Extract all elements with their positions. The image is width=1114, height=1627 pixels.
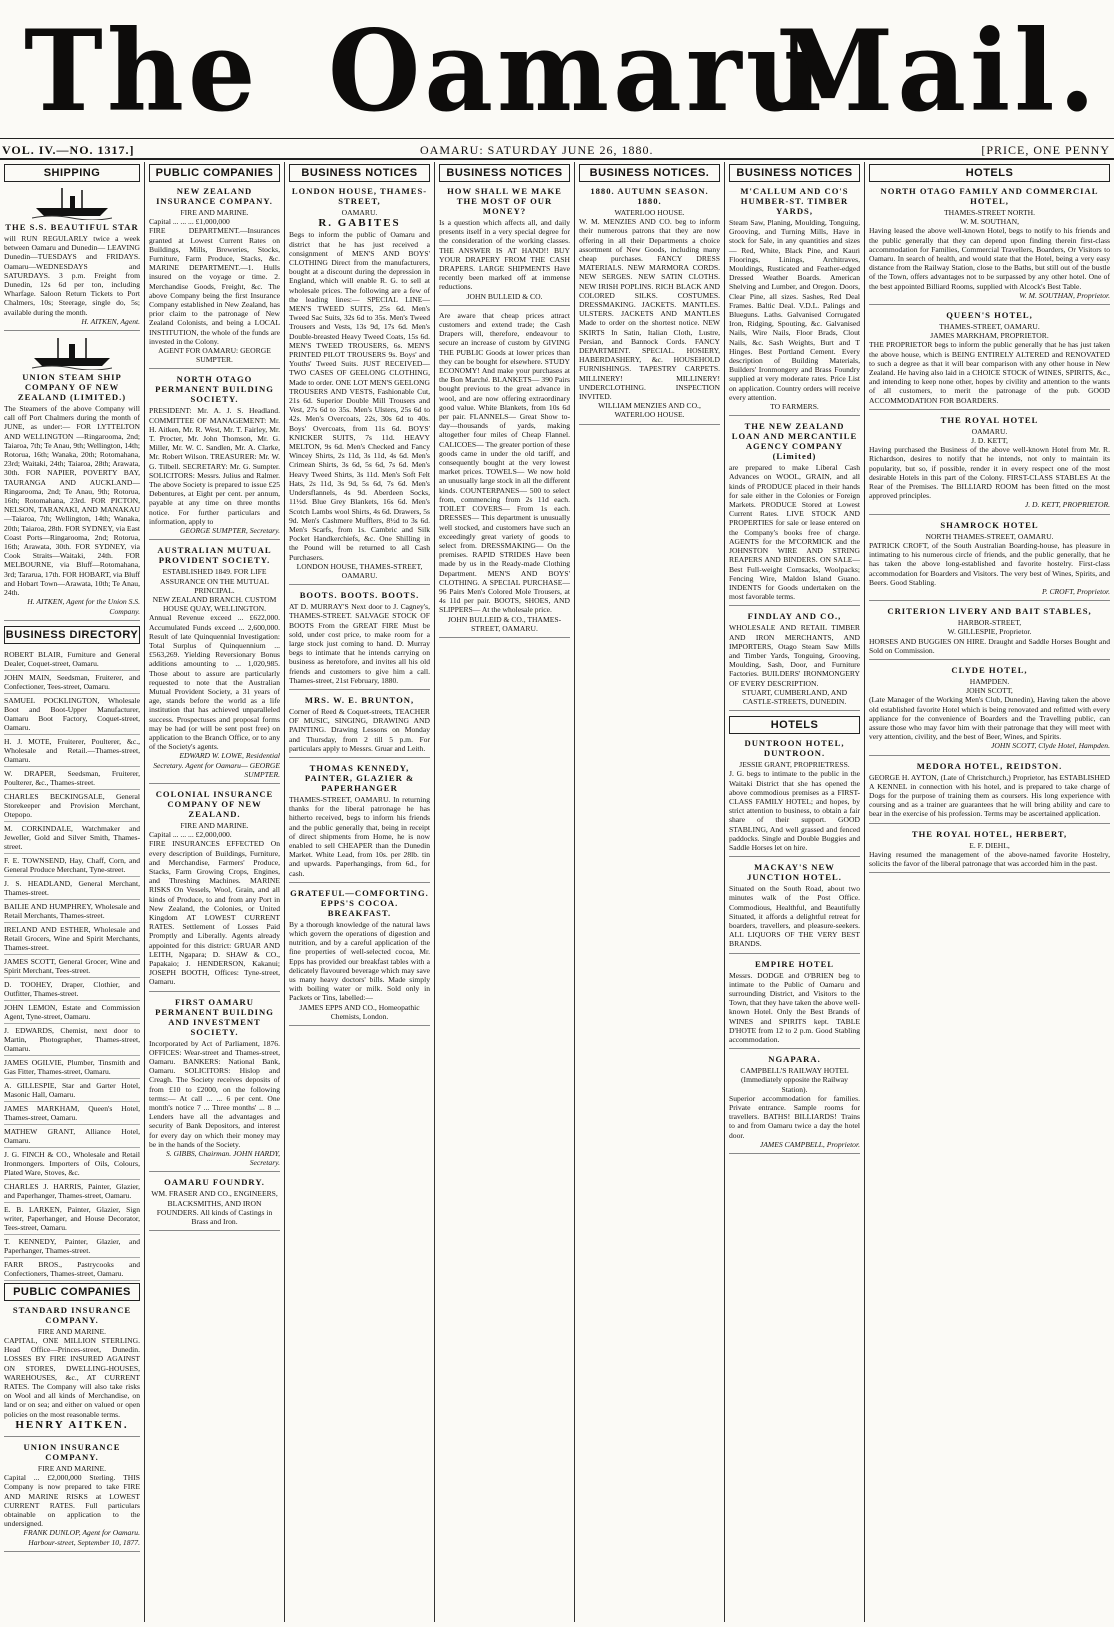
ad-beautiful-star	[4, 186, 140, 331]
directory-item: D. TOOHEY, Draper, Clothier, and Outfitter, Thames-street.	[4, 978, 140, 1001]
directory-item: IRELAND AND ESTHER, Wholesale and Retail Grocers, Wine and Spirit Merchants, Thames-street.	[4, 923, 140, 955]
dateline	[0, 138, 1114, 160]
ad-subtitle: HAMPDEN.	[969, 676, 1010, 686]
directory-item: M. CORKINDALE, Watchmaker and Jeweller, Gold and Silver Smith, Thames-street.	[4, 822, 140, 854]
ad-subtitle: FIRE AND MARINE.	[180, 208, 249, 217]
ad-signature: JOHN SCOTT, Clyde Hotel, Hampden.	[990, 741, 1110, 751]
column-4	[435, 162, 575, 1622]
ad-title: EMPIRE HOTEL	[754, 958, 835, 969]
ad-subtitle: CAMPBELL'S RAILWAY HOTEL (Immediately opposite the Railway Station).	[740, 1066, 849, 1094]
hotels-head: HOTELS	[869, 164, 1110, 182]
directory-item: MATHEW GRANT, Alliance Hotel, Oamaru.	[4, 1125, 140, 1148]
ad-title: 1880. AUTUMN SEASON. 1880.	[590, 186, 709, 206]
ad-body: PATRICK CROFT, of the South Australian Boarding-house, has pleasure in intimating to his numerous circle of friends, and the public generally, that he has taken the above long-established and favorite hostelry. First-class accommodation for Boarders and Visitors. The very best of Wines, Spirits, and Beers. Good Stabling.	[869, 540, 1110, 587]
ad-signature: JAMES EPPS AND CO., Homeopathic Chemists, London.	[299, 1002, 420, 1021]
public-companies-head: PUBLIC COMPANIES	[4, 1283, 140, 1301]
steamship-icon	[32, 336, 112, 370]
ad-body: Are aware that cheap prices attract customers and extend trade; the Cash Drapers will, therefore, endeavour to secure an increase of custom by GIVING THE PUBLIC Goods at lower prices than they can be bought for elsewhere. STUDY ECONOMY! And make your purchases at the Bon Marché. BLANKETS— 390 Pairs bought previous to the great advance in wool, and are now offering extraordinary good value. White Blankets, from 10s 6d per pair. FLANNELS— Great Show to-day—thousands of yards, making altogether four miles of Cheap Flannel. CALICOES— The greater portion of these goods came in under the old tariff, and consequently bought at the very lowest market prices. TOWELS— We now hold an unusually large stock in all the different kinds. COUNTERPANES— 500 to select from, commencing from 2s 11d each. TOILET COVERS— From 1s each. DRESSES— This department is unusually well stocked, and customers have such an exceedingly great variety of goods to select from. DRESSMAKING— On the premises. RAPID STRIDES Have been made by us in the Ready-made Clothing Department. MEN'S AND BOYS' CLOTHING. A SPECIAL PURCHASE— 96 Pairs Men's Colored Mole Trousers, at 4s 11d per pair. BOOTS, SHOES, AND SLIPPERS— At the wholesale price.	[439, 310, 570, 615]
ad-body: WHOLESALE AND RETAIL TIMBER AND IRON MERCHANTS, AND IMPORTERS, Otago Steam Saw Mills and Timber Yards, Tonguing, Grooving, Moulding, Sash, Door, and Furniture Factories. BUILDERS' IRONMONGERY OF EVERY DESCRIPTION.	[729, 623, 860, 688]
ad-capital: Capital ... ... ... £1,000,000	[149, 217, 230, 227]
ad-kennedy	[289, 763, 430, 883]
ad-royal-hotel-oamaru	[869, 415, 1110, 515]
ad-bulleid	[439, 311, 570, 638]
ad-signature: JOHN BULLEID & CO.	[466, 291, 543, 301]
ad-standard-insurance	[4, 1305, 140, 1437]
ad-body: J. G. begs to intimate to the public in the Waitaki District that she has opened the above commodious premises as a FIRST-CLASS FAMILY HOTEL; and hopes, by strict attention to business, to obtain a fair share of their support. GOOD STABLING, And well grassed and fenced paddocks. Single and Double Buggies and Saddle Horses let on hire.	[729, 769, 860, 852]
ad-signature: EDWARD W. LOWE, Residential Secretary. Agent for Oamaru— GEORGE SUMPTER.	[153, 751, 280, 779]
directory-item: F. E. TOWNSEND, Hay, Chaff, Corn, and General Produce Merchant, Tyne-street.	[4, 854, 140, 877]
ad-subtitle: JESSIE GRANT, PROPRIETRESS.	[739, 760, 850, 770]
ad-north-otago-building-society	[149, 374, 280, 540]
ad-title: THE S.S. BEAUTIFUL STAR	[5, 222, 139, 232]
ad-body: Having purchased the Business of the above well-known Hotel from Mr. R. Richardson, desires to notify that he intends, not only to maintain its popularity, but so, if possible, render it in every respect one of the most desirable Hotels in this part of the Colony. FIRST-CLASS STABLES At the Rear of the Premises. The BILLIARD ROOM has been fitted on the most approved principles.	[869, 445, 1110, 501]
volume-number: VOL. IV.—NO. 1317.]	[2, 143, 135, 157]
masthead-oamaru: Oamaru	[328, 4, 827, 137]
ad-royal-hotel-herbert	[869, 829, 1110, 874]
directory-item: SAMUEL POCKLINGTON, Wholesale Boot and Boot-Upper Manufacturer, Oamaru Boot Factory, Coquet-street, Oamaru.	[4, 694, 140, 735]
ad-title: LONDON HOUSE, THAMES-STREET,	[291, 186, 428, 206]
ad-body: THAMES-STREET, OAMARU. In returning thanks for the liberal patronage he has hitherto received, begs to inform his friends and the public generally that, being in receipt of direct shipments from Home, he is now enabled to sell CHEAPER than the Dunedin Market. White Lead, from 10s. per 28lb. tin and upwards. Paperhangings, from 6d., for cash.	[289, 794, 430, 878]
ad-name: R. GABITES	[318, 217, 401, 230]
ad-body: WM. FRASER AND CO., ENGINEERS, BLACKSMITHS, AND IRON FOUNDERS. All kinds of Castings in Brass and Iron.	[151, 1189, 278, 1227]
ad-title: THE ROYAL HOTEL, HERBERT,	[911, 828, 1068, 839]
directory-item: JAMES SCOTT, General Grocer, Wine and Spirit Merchant, Tees-street.	[4, 955, 140, 978]
ad-signature: HENRY AITKEN.	[15, 1418, 129, 1431]
ad-title: THE ROYAL HOTEL	[940, 414, 1039, 425]
ad-title: NORTH OTAGO PERMANENT BUILDING SOCIETY.	[155, 374, 274, 405]
ad-clyde-hotel	[869, 665, 1110, 756]
ad-mccallum	[729, 186, 860, 416]
ad-body: AT D. MURRAY'S Next door to J. Cagney's, THAMES-STREET. SALVAGE STOCK OF BOOTS From the GREAT FIRE Must be sold, under cost price, to make room for a large stock just coming to hand. D. Murray begs to intimate that he intends carrying on business as heretofore, and invites all his old friends and customers to give him a call. Thames-street, 21st February, 1880.	[289, 602, 430, 685]
ad-title: M'CALLUM AND CO'S HUMBER-ST. TIMBER YARDS,	[740, 186, 849, 216]
ad-subtitle: OAMARU.	[971, 426, 1008, 436]
ad-body: Incorporated by Act of Parliament, 1876. OFFICES: Wear-street and Thames-street, Oamaru. BANKERS: National Bank, Oamaru. SOLICITORS: Hislop and Creagh. The Society receives deposits of from £10 to £2000, on the following terms:— At call ... ... 6 per cent. One month's notice 7 ... Three months' ... 8 ... Lenders have all the advantages and security of Bank Depositors, and interest for every day on which their money may be in the hands of the Society.	[149, 1038, 280, 1149]
ad-body: Corner of Reed & Coquet-streets, TEACHER OF MUSIC, SINGING, DRAWING AND PAINTING. Drawing Lessons on Monday and Thursday, from 2 till 5 p.m. For particulars apply to Messrs. Gruar and Leith.	[289, 706, 430, 753]
ad-body: CAPITAL, ONE MILLION STERLING. Head Office—Princes-street, Dunedin. LOSSES BY FIRE INSURED AGAINST ON STORES, DWELLING-HOUSES, WAREHOUSES, &c., AT CURRENT RATES. The Company will also take risks on Wool and all kinds of Merchandise, on land or on sea; and either on valued or open policies on the most reasonable terms.	[4, 1335, 140, 1419]
ad-subtitle: WATERLOO HOUSE.	[614, 208, 685, 217]
directory-head: BUSINESS DIRECTORY	[4, 626, 140, 644]
ad-subtitle: OAMARU.	[341, 208, 378, 217]
columns	[0, 162, 1114, 1624]
column-2	[145, 162, 285, 1622]
ad-body: FIRE DEPARTMENT.—Insurances granted at Lowest Current Rates on Buildings, Mills, Breweries, Stocks, Furniture, Farm Produce, Stacks, &c. MARINE DEPARTMENT.—1. Hulls insured on the voyage or time. 2. Merchandise Goods, Freight, &c. The above Company being the first Insurance Company established in New Zealand, has prior claim to the patronage of New Zealand Colonists, and being a LOCAL INSTITUTION, the whole of the funds are invested in the Colony.	[149, 226, 280, 346]
ad-title: BOOTS. BOOTS. BOOTS.	[299, 590, 420, 601]
masthead-mail: Mail.	[776, 4, 1100, 137]
directory-item: CHARLES J. HARRIS, Painter, Glazier, and Paperhanger, Thames-street, Oamaru.	[4, 1180, 140, 1203]
ad-title: CRITERION LIVERY AND BAIT STABLES,	[887, 606, 1092, 617]
ad-body: (Late Manager of the Working Men's Club, Dunedin), Having taken the above old established favorite Hotel which is being renovated and refitted with every appliance for the convenience of Boarders and the Travelling public, can assure those who may favor him with their patronage that they will meet with very attention, civility, and the best of Beer, Wines, and Spirits.	[869, 695, 1110, 742]
ad-mackay-hotel	[729, 862, 860, 953]
ad-name: E. F. DIEHL,	[969, 840, 1010, 850]
ad-shamrock-hotel	[869, 520, 1110, 601]
ad-title: QUEEN'S HOTEL,	[946, 310, 1033, 321]
directory-item: JAMES OGILVIE, Plumber, Tinsmith and Gas Fitter, Thames-street, Oamaru.	[4, 1056, 140, 1079]
directory-item: JAMES MARKHAM, Queen's Hotel, Thames-street, Oamaru.	[4, 1102, 140, 1125]
ad-title: THOMAS KENNEDY, PAINTER, GLAZIER & PAPERHANGER	[304, 762, 415, 793]
directory-item: J. EDWARDS, Chemist, next door to Martin, Photographer, Thames-street, Oamaru.	[4, 1024, 140, 1056]
ad-title: CLYDE HOTEL,	[951, 664, 1028, 675]
ad-body: Having resumed the management of the above-named favorite Hostelry, solicits the favor of the liberal patronage that was accorded him in the past.	[869, 849, 1110, 868]
ad-body: Annual Revenue exceed ... £622,000. Accumulated Funds exceed ... 2,600,000. Result of late Quinquennial Investigation: Total Surplus of Quinquennium ... £563,269. Yielding Reversionary Bonus additions amounting to ... 1,020,985. Those about to assure are particularly requested to note that the Australian Mutual Provident Society, a 31 years of age, stands before the world as a life institution that has achieved unparalleled success. Prospectuses and proposal forms may be had (or will be sent post free) on application to the Branch Office, or to any of the Society's agents.	[149, 613, 280, 752]
ad-signature: P. CROFT, Proprietor.	[1042, 586, 1110, 596]
column-6	[725, 162, 865, 1622]
ad-title: FIRST OAMARU PERMANENT BUILDING AND INVESTMENT SOCIETY.	[155, 996, 274, 1037]
ad-brunton	[289, 695, 430, 758]
ad-boots	[289, 590, 430, 690]
ad-body: Begs to inform the public of Oamaru and district that he has just received a consignment of MEN'S AND BOYS' CLOTHING Direct from the manufacturers, bought at a discount during the depression in England, which will enable R. G. to sell at wholesale prices. The following are a few of the leading lines:— SPECIAL LINE— MEN'S TWEED SUITS, 25s 6d. Men's Tweed Sac Suits, 32s 6d to 35s. Men's Tweed Trousers and Vests, 13s 9d, 17s 6d. Men's Double-breasted Heavy Tweed Coats, 15s 6d. MEN'S TWEED TROUSERS, 6s. MEN'S PRINTED PILOT TROUSERS 9s. Boys' and Youths' Tweed Suits. JUST RECEIVED— TWO CASES OF GEELONG CLOTHING, Made to order. ONE LOT MEN'S GEELONG TROUSERS AND VESTS, Fashionable Cut, 21s 6d. Superior Double Mill Trousers and Vest, 27s 6d to 35s. Men's Ulsters, 25s 6d to 42s. Men's Overcoats, 22s, 30s 6d to 40s. Boys' Overcoats, from 11s 6d. BOYS' KNICKER SUITS, 7s 11d. HEAVY MELTON, 9s 6d. Men's Checked and Fancy Wincey Shirts, 2s 11d, 3s 11d, 4s 6d. Men's Crimean Shirts, 3s 6d, 5s 6d, 7s 6d. Men's Heavy Tweed Shirts, 3s 11d. Men's Soft Felt Hats, 2s 11d, 3s 9d, 5s 6d, 7s 6d. Men's Undersflannels, 4s 9d. Aberdeen Socks, 11½d. Blue Grey Blankets, 16s 6d. Men's Scotch Lambs wool Shirts, 4s 6d. Drawers, 5s 9d. Men's Cashmere Mufflers, 8½d to 3s 6d. Men's Scarfs, from 1s. Cambric and Silk Pocket Handkerchiefs, &c. One Shilling in the Pound will be returned to all Cash Purchasers.	[289, 230, 430, 562]
ad-waterloo-house	[579, 186, 720, 425]
ad-colonial-insurance	[149, 789, 280, 992]
ad-title: MACKAY'S NEW JUNCTION HOTEL.	[747, 862, 842, 883]
ad-branch: NEW ZEALAND BRANCH. CUSTOM HOUSE QUAY, WELLINGTON.	[152, 594, 277, 614]
column-7	[865, 162, 1114, 1622]
directory-item: T. KENNEDY, Painter, Glazier, and Paperhanger, Thames-street.	[4, 1235, 140, 1258]
ad-subtitle: ESTABLISHED 1849. FOR LIFE ASSURANCE ON THE MUTUAL PRINCIPAL.	[160, 567, 269, 595]
ad-duntroon-hotel	[729, 738, 860, 857]
masthead	[0, 0, 1114, 137]
ad-title: SHAMROCK HOTEL	[940, 519, 1039, 530]
masthead-the: The	[24, 4, 260, 137]
ad-signature: H. AITKEN, Agent.	[81, 316, 140, 326]
ad-body: Is a question which affects all, and daily presents itself in a very special degree for the consideration of the working classes. THE ANSWER IS AT HAND!! BUY YOUR DRAPERY FROM THE CASH DRAPERS. LARGE SHIPMENTS Have recently been marked off at immense reductions.	[439, 218, 570, 292]
ad-how-shall-we	[439, 186, 570, 306]
public-companies-head: PUBLIC COMPANIES	[149, 164, 280, 182]
ad-oamaru-foundry	[149, 1177, 280, 1231]
ad-name: JAMES MARKHAM, PROPRIETOR.	[930, 331, 1049, 341]
ad-subtitle: FIRE AND MARINE.	[37, 1463, 107, 1473]
ad-signature: FRANK DUNLOP, Agent for Oamaru. Harbour-street, September 10, 1877.	[23, 1528, 140, 1547]
ad-name: J. D. KETT,	[971, 436, 1008, 446]
business-directory	[4, 648, 140, 1281]
directory-item: JOHN MAIN, Seedsman, Fruiterer, and Confectioner, Tees-street, Oamaru.	[4, 671, 140, 694]
ad-title: OAMARU FOUNDRY.	[164, 1177, 265, 1188]
ad-title: STANDARD INSURANCE COMPANY.	[12, 1304, 132, 1325]
ad-name: JOHN SCOTT,	[966, 686, 1013, 696]
ad-title: MEDORA HOTEL, REIDSTON.	[916, 760, 1063, 771]
ad-title: UNION STEAM SHIP COMPANY OF NEW ZEALAND (LIMITED.)	[17, 372, 127, 403]
ad-body: Messrs. DODGE and O'BRIEN beg to intimate to the Public of Oamaru and surrounding District, and Visitors to the Town, that they have taken the above well-known Hotel. Only the Best Brands of WINES and SPIRITS kept. TABLE D'HOTE from 12 to 2 p.m. Good Stabling accommodation.	[729, 970, 860, 1045]
ad-body: Superior accommodation for families. Private entrance. Sample rooms for travellers. BATHS! BILLIARDS! Trains to and from Oamaru twice a day the hotel door.	[729, 1093, 860, 1140]
ad-footer: LONDON HOUSE, THAMES-STREET, OAMARU.	[296, 561, 423, 580]
ad-subtitle: FIRE AND MARINE.	[180, 820, 249, 830]
ad-body: HORSES AND BUGGIES ON HIRE. Draught and Saddle Horses Bought and Sold on Commission.	[869, 636, 1110, 655]
ad-name: W. GILLESPIE, Proprietor.	[947, 627, 1032, 637]
business-notices-head: BUSINESS NOTICES	[289, 164, 430, 182]
ad-title: UNION INSURANCE COMPANY.	[23, 1441, 121, 1462]
ad-title: COLONIAL INSURANCE COMPANY OF NEW ZEALAND.	[155, 788, 274, 819]
ad-body: Situated on the South Road, about two minutes walk of the Post Office. Commodious, Healthful, and Beautifully Situated, it affords a delightful retreat for boarders, travellers, and pleasure-seekers. ALL LIQUORS OF THE VERY BEST BRANDS.	[729, 884, 860, 949]
directory-item: BAILIE AND HUMPHREY, Wholesale and Retail Merchants, Thames-street.	[4, 900, 140, 923]
ad-body: Steam Saw, Planing, Moulding, Tonguing, Grooving, and Turning Mills, Have in stock for Sale, in any quantities and sizes— Red, White, Black Pine, and Kauri Floorings, Linings, Architraves, Mouldings, Rusticated and Feather-edged Dressed Weather Boards. American Shelving and Lumber, and Oregon. Doors, Clear Pine, all sizes. Sashes, Red Deal Frames. Baltic Deal. V.D.L. Palings and Blueguns. Laths. Galvanised Corrugated Iron, Ridging, Spouting, &c. Galvanised Nails, Wire Nails, Floor Brads, Clout Nails, &c. Sash Weights, Burt and T Hinges. Best Portland Cement. Every description of Building Materials, Builders' Ironmongery and Brass Foundry supplied at very moderate rates. Price List on application. Country orders will receive every attention.	[729, 218, 860, 402]
ad-signature: WILLIAM MENZIES AND CO., WATERLOO HOUSE.	[598, 401, 701, 420]
ad-body: FIRE INSURANCES EFFECTED On every description of Buildings, Furniture, and Merchandise, Farmers' Produce, Stacks, Farm Growing Crops, Engines, and Threshing Machines. MARINE RISKS On Vessels, Wool, Grain, and all kinds of Produce, to and from any Port in New Zealand, the Colonies, or United Kingdom AT LOWEST CURRENT RATES. Settlement of Losses Paid Promptly and Liberally. Agents already appointed for this district: GRUAR AND LEITH, Ngapara; D. SHAW & CO., Papakaio; J. HENDERSON, Kakanui; JOSEPH BOOTH, Offices: Tyne-street, Oamaru.	[149, 839, 280, 987]
directory-item: ROBERT BLAIR, Furniture and General Dealer, Coquet-street, Oamaru.	[4, 648, 140, 671]
ad-nz-loan	[729, 421, 860, 606]
directory-item: A. GILLESPIE, Star and Garter Hotel, Masonic Hall, Oamaru.	[4, 1079, 140, 1102]
ad-empire-hotel	[729, 959, 860, 1050]
column-3	[285, 162, 435, 1622]
business-notices-head: BUSINESS NOTICES	[729, 164, 860, 182]
ad-signature: W. M. SOUTHAN, Proprietor.	[1019, 290, 1110, 300]
ad-body: GEORGE H. AYTON, (Late of Christchurch,) Proprietor, has ESTABLISHED A KENNEL in connection with his hotel, and is prepared to take charge of Dogs for the purpose of training them as coursers. His long experience with coursing and as a trainer are guarantees that he will bring ability and care to bear in the exercise of his profession. Terms may be ascertained application.	[869, 772, 1110, 819]
ad-body: W. M. MENZIES AND CO. beg to inform their numerous patrons that they are now offering in all their Departments a choice assortment of New Goods, including many cheap purchases. FANCY DRESS MATERIALS. NEW MARMORA CORDS. NEW SERGES. NEW SATIN CLOTHS. NEW IRISH POPLINS. RICH BLACK AND COLORED SILKS. COSTUMES. DRESSMAKING. JACKETS. MANTLES. ULSTERS. JACKETS AND MANTLES Made to order on the shortest notice. NEW SKIRTS In Satin, Italian Cloth, Lustre, Persian, and Bannock Cords. FANCY DEPARTMENT. SPECIAL. HOSIERY, HABERDASHERY, &c. HOUSEHOLD FURNISHINGS. TAPESTRY CARPETS. MILLINERY! MILLINERY! UNDERCLOTHING. INSPECTION INVITED.	[579, 217, 720, 402]
ad-signature: J. D. KETT, PROPRIETOR.	[1024, 500, 1110, 510]
ad-signature: S. GIBBS, Chairman. JOHN HARDY, Secretary.	[165, 1149, 280, 1168]
ad-criterion-stables	[869, 606, 1110, 660]
ad-footer: TO FARMERS.	[770, 402, 819, 412]
ad-ngapara	[729, 1054, 860, 1154]
ad-north-otago-hotel	[869, 186, 1110, 305]
ad-title: MRS. W. E. BRUNTON,	[304, 694, 415, 705]
price: [PRICE, ONE PENNY	[981, 143, 1110, 157]
ad-signature: JOHN BULLEID & CO., THAMES-STREET, OAMARU.	[447, 614, 562, 633]
shipping-head: SHIPPING	[4, 164, 140, 182]
issue-date: OAMARU: SATURDAY JUNE 26, 1880.	[420, 143, 654, 157]
ad-subtitle: THAMES-STREET, OAMARU.	[939, 322, 1040, 332]
ad-title: FINDLAY AND CO.,	[747, 611, 842, 622]
ad-body: PRESIDENT: Mr. A. J. S. Headland. COMMITTEE OF MANAGEMENT: Mr. H. Aitken, Mr. R. West, Mr. T. Fairley, Mr. T. Procter, Mr. John Thomson, Mr. G. Miller, Mr. W. C. Sandlen, Mr. A. Clarke, Mr. Robert Wilson. TREASURER: Mr. W. G. Tilbell. SECRETARY: Mr. G. Sumpter. SOLICITORS: Messrs. Julius and Ralmer. The above Society is prepared to issue £25 Debentures, at Eight per cent. per annum, payable at any time on three months notice. For further particulars and information, apply to	[149, 406, 280, 526]
ad-london-house	[289, 186, 430, 585]
column-1	[0, 162, 145, 1622]
ad-subtitle: THAMES-STREET NORTH.	[944, 208, 1035, 217]
directory-item: W. DRAPER, Seedsman, Fruiterer, Poulterer, &c., Thames-street.	[4, 767, 140, 790]
ad-name: W. M. SOUTHAN,	[960, 217, 1019, 227]
ad-title: DUNTROON HOTEL, DUNTROON.	[744, 738, 845, 759]
ad-footer: STUART, CUMBERLAND, AND CASTLE-STREETS, DUNEDIN.	[741, 687, 848, 706]
ad-union-insurance	[4, 1442, 140, 1552]
ad-signature: JAMES CAMPBELL, Proprietor.	[759, 1139, 860, 1149]
ad-body: THE PROPRIETOR begs to inform the public generally that he has just taken the above house, which is BEING ENTIRELY ALTERED and RENOVATED to such a degree as that it will bear comparison with any other house in New Zealand. He having also laid in a CHOICE STOCK of WINES, SPIRITS, &c., and intending to keep none other, hopes by civility and attention to the wants of all customers, to merit the patronage of the pub. GOOD ACCOMMODATION FOR BOARDERS.	[869, 340, 1110, 405]
directory-item: FARR BROS., Pastrycooks and Confectioners, Thames-street, Oamaru.	[4, 1258, 140, 1281]
ad-amp-society	[149, 545, 280, 784]
directory-item: H. J. MOTE, Fruiterer, Poulterer, &c., Wholesale and Retail.—Thames-street, Oamaru.	[4, 735, 140, 767]
directory-item: CHARLES BECKINGSALE, General Storekeeper and Provision Merchant, Otepopo.	[4, 790, 140, 822]
ad-title: NGAPARA.	[768, 1054, 821, 1065]
ad-subtitle: FIRE AND MARINE.	[37, 1326, 107, 1336]
ad-epps-cocoa	[289, 888, 430, 1026]
ad-subtitle: HARBOR-STREET,	[957, 618, 1022, 628]
directory-item: J. G. FINCH & CO., Wholesale and Retail Ironmongers. Importers of Oils, Colours, Plated Ware, Stoves, &c.	[4, 1148, 140, 1180]
ad-first-oamaru-society	[149, 997, 280, 1173]
ad-medora-hotel	[869, 761, 1110, 824]
ad-body: will RUN REGULARLY twice a week between Oamaru and Dunedin— LEAVING Dunedin—TUESDAYS and FRIDAYS. Oamaru—WEDNESDAYS and SATURDAYS. 3 p.m. Freight from Dunedin, 12s 6d per ton, including Wharfage. Saloon Return Tickets to Port Chalmers, 10s; Steerage, single do, 5s; available during the month.	[4, 234, 140, 317]
ad-queens-hotel	[869, 310, 1110, 410]
ad-union-steam-ship	[4, 336, 140, 621]
ad-signature: GEORGE SUMPTER, Secretary.	[179, 526, 280, 536]
directory-item: JOHN LEMON, Estate and Commission Agent, Tyne-street, Oamaru.	[4, 1001, 140, 1024]
ad-findlay	[729, 611, 860, 711]
business-notices-head: BUSINESS NOTICES.	[579, 164, 720, 182]
ad-body: Capital ... £2,000,000 Sterling. THIS Company is now prepared to take FIRE AND MARINE RISKS at LOWEST CURRENT RATES. Full particulars obtainable on application to the undersigned.	[4, 1473, 140, 1529]
column-5	[575, 162, 725, 1622]
ad-nz-insurance	[149, 186, 280, 369]
steamship-icon	[32, 186, 112, 220]
ad-title: AUSTRALIAN MUTUAL PROVIDENT SOCIETY.	[157, 545, 272, 566]
directory-item: J. S. HEADLAND, General Merchant, Thames-street.	[4, 877, 140, 900]
ad-title: HOW SHALL WE MAKE THE MOST OF OUR MONEY?	[447, 186, 562, 216]
business-notices-head: BUSINESS NOTICES	[439, 164, 570, 182]
ad-signature: H. AITKEN, Agent for the Union S.S. Company.	[27, 597, 140, 616]
hotels-head: HOTELS	[729, 716, 860, 734]
ad-title: NEW ZEALAND INSURANCE COMPANY.	[156, 186, 273, 206]
ad-body: are prepared to make Liberal Cash Advances on WOOL, GRAIN, and all kinds of PRODUCE placed in their hands for sale either in the Colonies or Foreign Markets. PRODUCE Stored at Lowest Current Rates. LIVE STOCK AND PROPERTIES for sale or lease entered on the Company's books free of charge. AGENTS for the M'CORMICK and the JOHNSTON WIRE AND STRING REAPERS AND BINDERS. ON SALE—Best Full-weight Cornsacks, Woolpacks; Fencing Wire, Maldon Island Guano. INDENTS for Goods undertaken on the most favorable terms.	[729, 463, 860, 602]
ad-title: NORTH OTAGO FAMILY AND COMMERCIAL HOTEL,	[880, 186, 1099, 206]
ad-capital: Capital ... ... ... £2,000,000.	[149, 830, 232, 840]
ad-title: GRATEFUL—COMFORTING. EPPS'S COCOA. BREAKFAST.	[290, 887, 429, 918]
ad-subtitle: NORTH THAMES-STREET, OAMARU.	[925, 531, 1054, 541]
ad-title: THE NEW ZEALAND LOAN AND MERCANTILE AGENCY COMPANY (Limited)	[731, 421, 858, 462]
ad-agent: AGENT FOR OAMARU: GEORGE SUMPTER.	[158, 346, 271, 365]
ad-body: By a thorough knowledge of the natural laws which govern the operations of digestion and nutrition, and by a careful application of the fine properties of well-selected cocoa, Mr. Epps has provided our breakfast tables with a delicately flavoured beverage which may save us many heavy doctors' bills. Made simply with boiling water or milk. Sold only in Packets or Tins, labelled:—	[289, 919, 430, 1003]
directory-item: E. B. LARKEN, Painter, Glazier, Sign writer, Paperhanger, and House Decorator, Tees-street, Oamaru.	[4, 1203, 140, 1235]
ad-body: Having leased the above well-known Hotel, begs to notify to his friends and the public generally that they can depend upon finding therein first-class accommodation for Families, Commercial Travellers, Boarders, Or Visitors to Oamaru. In search of health, and would state that the Hotel, being a very easy distance from the Railway Station, close to the Baths, but still out of the bustle of the Town, offers advantages not to be surpassed by any other hotel. One of the best appointed Billiard Rooms, supplied with Alcock's Best Table.	[869, 226, 1110, 291]
ad-body: The Steamers of the above Company will call off Port Chalmers during the month of JUNE, as under:— FOR LYTTELTON AND WELLINGTON —Ringarooma, 2nd; Taiaroa, 7th; Te Anau, 9th; Wellington, 14th; Rotorua, 16th; Wanaka, 20th; Rotomahana, 23rd; Waitaki, 24th; Taiaroa, 28th; Arawata, 30th. FOR NAPIER, POVERTY BAY, TAURANGA AND AUCKLAND—Ringarooma, 2nd; Te Anau, 9th; Rotorua, 16th; Rotomahana, 23rd. FOR PICTON, NELSON, TARANAKI, AND MANAKAU—Taiaroa, 7th; Wellington, 14th; Wanaka, 20th; Taiaroa, 28th. FOR SYDNEY, via East Coast Ports—Ringarooma, 2nd; Rotorua, 16th; Arawata, 30th. FOR SYDNEY, via Cook Straits—Waitaki, 24th. FOR MELBOURNE, via Bluff—Rotomahana, 3rd; Tararua, 17th. FOR HOBART, via Bluff and Hobart Town—Arawata, 10th; Te Anau, 24th.	[4, 404, 140, 598]
